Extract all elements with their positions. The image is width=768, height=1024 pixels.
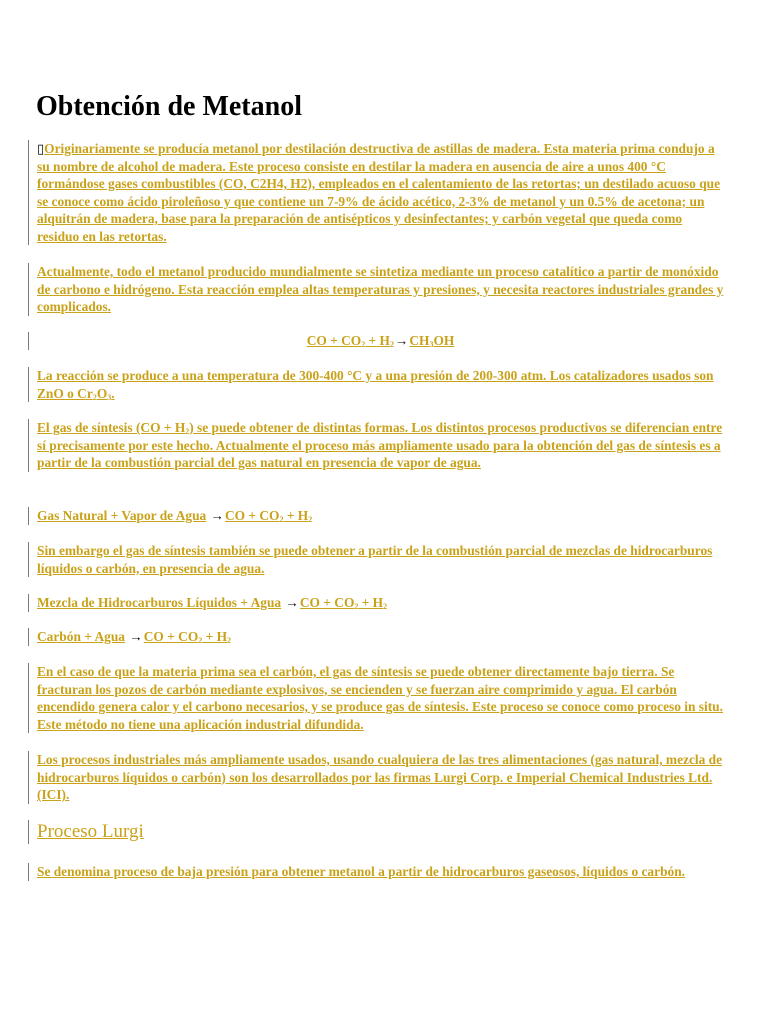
- equation-left: Carbón + Agua: [37, 629, 125, 644]
- paragraph-industrial: [28, 751, 724, 804]
- equation-hydrocarbons-text[interactable]: [37, 595, 387, 610]
- arrow-icon: →: [394, 333, 409, 348]
- paragraph-alternatives: [28, 542, 724, 577]
- equation-coal: [28, 628, 724, 646]
- paragraph-alternatives-label: Sin embargo el gas de síntesis también se puede obtener a partir de la combustión parcial de mezclas de hidrocarburos líquidos o carbón, en presencia de agua.: [37, 543, 713, 576]
- paragraph-synthesis-gas-label: El gas de síntesis $(CO + H_2)$ se puede obtener de distintas formas. Los distintos procesos productivos se diferencian entre sí precisamente por este hecho. Actualmente el proceso más ampliamente usado para la obtención del gas de síntesis es a partir de la combustión parcial del gas natural en presencia de vapor de agua.: [37, 420, 723, 470]
- page-title: Obtención de Metanol: [36, 91, 302, 122]
- equation-right: CO + $CO_2 + H_2$: [224, 508, 313, 524]
- paragraph-origin-text[interactable]: [37, 140, 724, 245]
- missing-glyph-icon: ▯: [37, 141, 45, 156]
- paragraph-lurgi: [28, 863, 724, 881]
- paragraph-alternatives-text[interactable]: [37, 542, 724, 577]
- arrow-icon: →: [285, 595, 299, 610]
- paragraph-origin: [28, 140, 724, 245]
- arrow-icon: →: [210, 508, 224, 523]
- paragraph-industrial-label: Los procesos industriales más ampliamente usados, usando cualquiera de las tres alimentaciones (gas natural, mezcla de hidrocarburos líquidos o carbón) son los desarrollados por las firmas Lurgi Corp. e Imperial Chemical Industries Ltd. (ICI).: [37, 752, 723, 802]
- equation-coal-text[interactable]: [37, 629, 231, 644]
- section-title[interactable]: Proceso Lurgi: [37, 821, 144, 842]
- equation-methanol: [28, 332, 724, 350]
- equation-left: Mezcla de Hidrocarburos Líquidos + Agua: [37, 595, 282, 610]
- paragraph-synthesis-gas-text[interactable]: [37, 419, 724, 472]
- paragraph-conditions: [28, 367, 724, 402]
- paragraph-in-situ-label: En el caso de que la materia prima sea el carbón, el gas de síntesis se puede obtener directamente bajo tierra. Se fracturan los pozos de carbón mediante explosivos, se encienden y se fuerzan aire comprimido y agua. El carbón encendido genera calor y el carbono necesarios, y se produce gas de síntesis. Este proceso se conoce como proceso in situ. Este método no tiene una aplicación industrial difundida.: [37, 664, 723, 732]
- paragraph-industrial-text[interactable]: [37, 751, 724, 804]
- paragraph-in-situ-text[interactable]: [37, 663, 724, 733]
- equation-methanol-text[interactable]: [307, 333, 455, 348]
- equation-hydrocarbons: [28, 594, 724, 612]
- paragraph-catalytic: [28, 263, 724, 316]
- paragraph-conditions-text[interactable]: [37, 367, 724, 402]
- paragraph-conditions-label: La reacción se produce a una temperatura de 300-400 °C y a una presión de 200-300 atm. Los catalizadores usados son ZnO o $Cr_2O_3$.: [37, 368, 714, 402]
- equation-left: Gas Natural + Vapor de Agua: [37, 508, 207, 523]
- equation-natural-gas: [28, 507, 724, 525]
- paragraph-origin-label: Originariamente se producía metanol por destilación destructiva de astillas de madera. Esta materia prima condujo a su nombre de alcohol de madera. Este proceso consiste en destilar la madera en ausencia de aire a unos 400 °C formándose gases combustibles (CO, C2H4, H2), empleados en el calentamiento de las retortas; un destilado acuoso que se conoce como ácido piroleñoso y que contiene un 7-9% de ácido acético, 2-3% de metanol y un 0.5% de acetona; un alquitrán de madera, base para la preparación de antisépticos y desinfectantes; y carbón vegetal que queda como residuo en las retortas.: [37, 141, 721, 244]
- equation-right: CO + $CO_2 + H_2$: [143, 629, 231, 645]
- paragraph-catalytic-text[interactable]: [37, 263, 724, 316]
- equation-right: CO + $CO_2 + H_2$: [299, 595, 388, 611]
- paragraph-catalytic-label: Actualmente, todo el metanol producido mundialmente se sintetiza mediante un proceso catalítico a partir de monóxido de carbono e hidrógeno. Esta reacción emplea altas temperaturas y presiones, y necesita reactores industriales grandes y complicados.: [37, 264, 724, 314]
- equation-natural-gas-text[interactable]: [37, 508, 312, 523]
- paragraph-synthesis-gas: [28, 419, 724, 472]
- paragraph-in-situ: [28, 663, 724, 733]
- section-heading-lurgi: [28, 820, 724, 844]
- arrow-icon: →: [129, 629, 143, 644]
- equation-right: $CH_3OH$: [409, 333, 455, 349]
- paragraph-lurgi-label: Se denomina proceso de baja presión para obtener metanol a partir de hidrocarburos gaseosos, líquidos o carbón.: [37, 864, 686, 879]
- equation-left: CO + $CO_2 + H_2$: [306, 333, 394, 349]
- paragraph-lurgi-text[interactable]: [37, 863, 724, 881]
